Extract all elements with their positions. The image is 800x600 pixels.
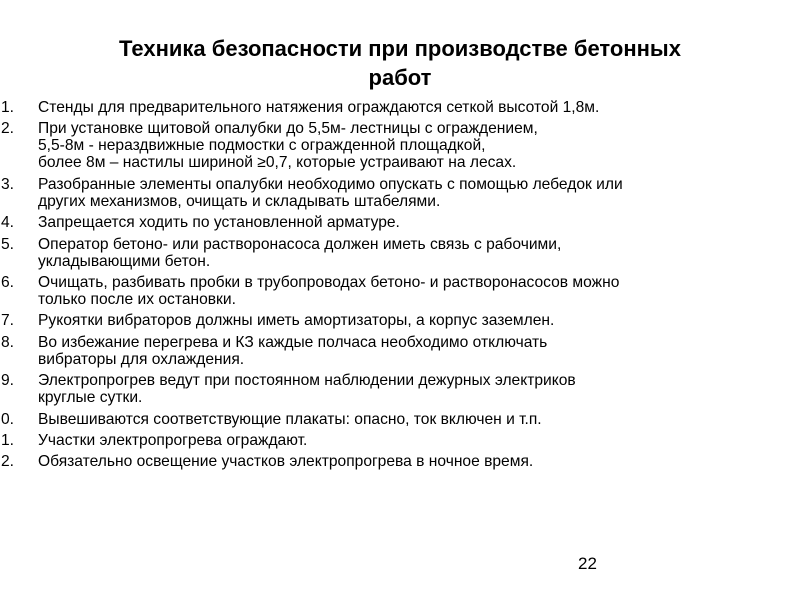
list-item-text-line: Электропрогрев ведут при постоянном наблюдении дежурных электриков: [38, 372, 576, 390]
list-item-number: 3.: [1, 175, 15, 193]
list-item-number: 1.: [1, 99, 15, 116]
list-item: [0, 99, 800, 116]
list-item-text-line: 5,5-8м - нераздвижные подмостки с огражденной площадкой,: [38, 137, 486, 155]
list-item-text-line: Во избежание перегрева и КЗ каждые полчаса необходимо отключать: [38, 333, 548, 351]
list-item-text-line: Вывешиваются соответствующие плакаты: опасно, ток включен и т.п.: [38, 410, 542, 428]
page-number: 22: [578, 554, 597, 573]
list-item-text-line: более 8м – настилы шириной ≥0,7, которые устраивают на лесах.: [38, 154, 517, 172]
list-item-text-line: Стенды для предварительного натяжения ограждаются сеткой высотой 1,8м.: [38, 99, 600, 116]
slide-title-line-1: Техника безопасности при производстве бетонных: [119, 36, 681, 61]
list-item-text-line: Оператор бетоно- или растворонасоса должен иметь связь с рабочими,: [38, 235, 562, 253]
list-item-number: 0.: [1, 410, 15, 428]
list-item: [0, 372, 800, 406]
list-item: [0, 411, 800, 428]
list-item: [0, 453, 800, 470]
list-item-text-line: Очищать, разбивать пробки в трубопроводах бетоно- и растворонасосов можно: [38, 273, 620, 291]
list-item-number: 5.: [1, 235, 15, 253]
list-item-number: 4.: [1, 214, 15, 232]
list-item-text-line: только после их остановки.: [38, 290, 236, 308]
list-item-text-line: укладывающими бетон.: [38, 252, 211, 270]
list-item-number: 6.: [1, 273, 15, 291]
list-item-number: 7.: [1, 312, 15, 330]
list-item-text-line: круглые сутки.: [38, 389, 143, 407]
list-item-text-line: других механизмов, очищать и складывать штабелями.: [38, 192, 441, 210]
list-item-text-line: Рукоятки вибраторов должны иметь амортизаторы, а корпус заземлен.: [38, 312, 555, 330]
list-item-number: 2.: [1, 453, 15, 471]
list-item-text-line: При установке щитовой опалубки до 5,5м- лестницы с ограждением,: [38, 120, 538, 138]
list-item: [0, 334, 800, 368]
list-item-number: 9.: [1, 372, 15, 390]
slide-title: [40, 34, 760, 92]
list-item-text-line: вибраторы для охлаждения.: [38, 350, 245, 368]
safety-rules-list: [0, 99, 800, 475]
slide-title-line-2: работ: [368, 65, 432, 90]
list-item: [0, 312, 800, 329]
list-item: [0, 432, 800, 449]
list-item-text-line: Разобранные элементы опалубки необходимо опускать с помощью лебедок или: [38, 175, 623, 193]
list-item: [0, 214, 800, 231]
list-item: [0, 274, 800, 308]
list-item-number: 2.: [1, 120, 15, 138]
list-item-number: 1.: [1, 431, 15, 449]
list-item: [0, 176, 800, 210]
list-item-text-line: Участки электропрогрева ограждают.: [38, 431, 308, 449]
list-item-number: 8.: [1, 333, 15, 351]
list-item: [0, 236, 800, 270]
list-item-text-line: Обязательно освещение участков электропрогрева в ночное время.: [38, 453, 534, 471]
list-item-text-line: Запрещается ходить по установленной арматуре.: [38, 214, 400, 232]
list-item: [0, 120, 800, 171]
